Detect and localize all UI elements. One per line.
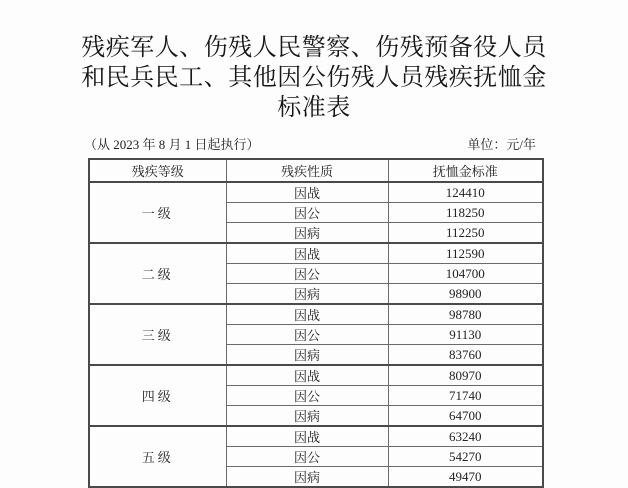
nature-cell: 因公 <box>226 264 388 284</box>
grade-cell: 四级 <box>89 365 226 426</box>
table-meta-row <box>84 137 536 152</box>
nature-cell: 因病 <box>226 223 388 244</box>
amount-cell: 124410 <box>388 182 543 203</box>
grade-cell: 五级 <box>89 426 226 487</box>
amount-cell: 112250 <box>388 223 543 244</box>
table-row <box>89 182 543 203</box>
grade-cell: 一级 <box>89 182 226 243</box>
amount-cell: 64700 <box>388 406 543 427</box>
nature-cell: 因战 <box>226 304 388 325</box>
effective-date-note: （从 2023 年 8 月 1 日起执行） <box>84 137 260 152</box>
amount-cell: 83760 <box>388 345 543 366</box>
nature-cell: 因战 <box>226 182 388 203</box>
nature-cell: 因公 <box>226 203 388 223</box>
nature-cell: 因战 <box>226 365 388 386</box>
table-row <box>89 243 543 264</box>
table-row <box>89 365 543 386</box>
amount-cell: 63240 <box>388 426 543 447</box>
pension-standard-table <box>88 158 544 488</box>
table-row <box>89 304 543 325</box>
header-amount: 抚恤金标准 <box>388 159 543 182</box>
page-title <box>0 33 628 123</box>
nature-cell: 因公 <box>226 447 388 467</box>
amount-cell: 118250 <box>388 203 543 223</box>
amount-cell: 80970 <box>388 365 543 386</box>
header-grade: 残疾等级 <box>89 159 226 182</box>
nature-cell: 因病 <box>226 406 388 427</box>
nature-cell: 因公 <box>226 325 388 345</box>
grade-cell: 三级 <box>89 304 226 365</box>
grade-cell: 二级 <box>89 243 226 304</box>
nature-cell: 因病 <box>226 345 388 366</box>
title-line-1: 残疾军人、伤残人民警察、伤残预备役人员 <box>81 35 547 61</box>
amount-cell: 98780 <box>388 304 543 325</box>
amount-cell: 98900 <box>388 284 543 305</box>
amount-cell: 49470 <box>388 467 543 488</box>
header-nature: 残疾性质 <box>226 159 388 182</box>
amount-cell: 54270 <box>388 447 543 467</box>
amount-cell: 112590 <box>388 243 543 264</box>
amount-cell: 91130 <box>388 325 543 345</box>
unit-label: 单位：元/年 <box>467 137 536 152</box>
nature-cell: 因战 <box>226 243 388 264</box>
table-row <box>89 426 543 447</box>
table-header-row <box>89 159 543 182</box>
amount-cell: 71740 <box>388 386 543 406</box>
nature-cell: 因公 <box>226 386 388 406</box>
title-line-2: 和民兵民工、其他因公伤残人员残疾抚恤金 <box>81 65 547 91</box>
nature-cell: 因战 <box>226 426 388 447</box>
title-line-3: 标准表 <box>277 95 351 121</box>
amount-cell: 104700 <box>388 264 543 284</box>
nature-cell: 因病 <box>226 467 388 488</box>
nature-cell: 因病 <box>226 284 388 305</box>
